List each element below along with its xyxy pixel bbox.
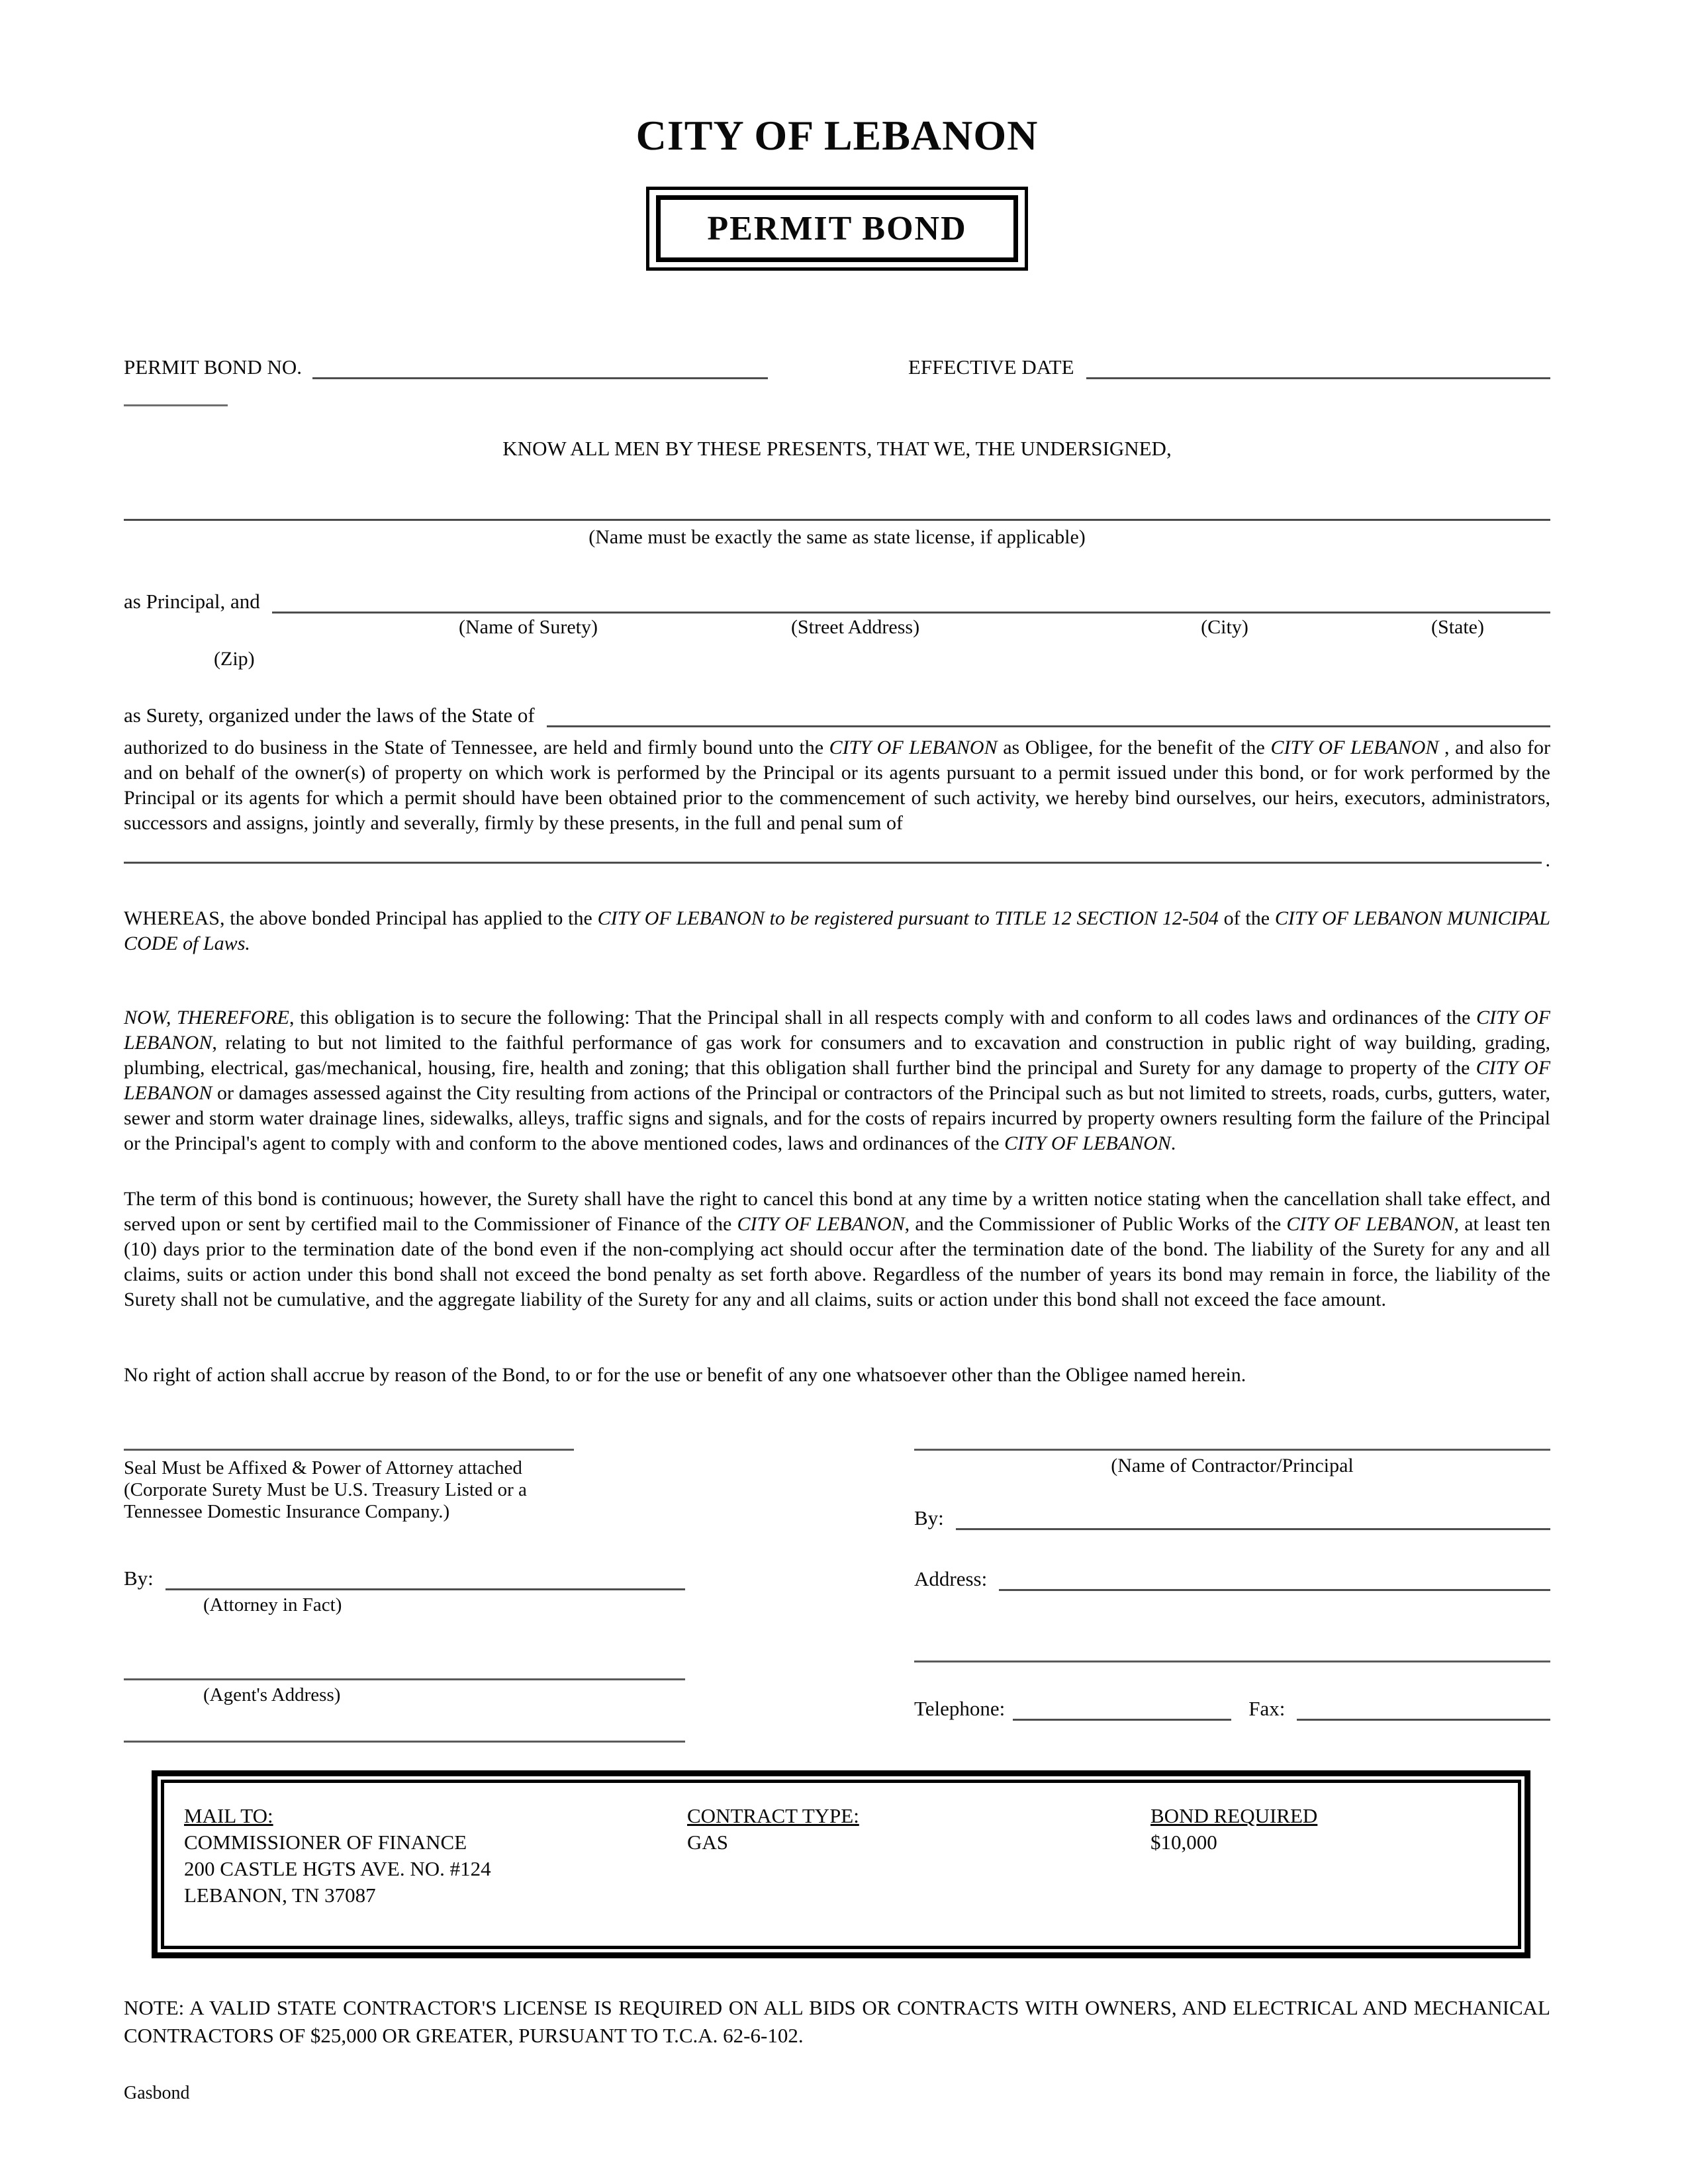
fax-input[interactable] — [1297, 1715, 1550, 1721]
fax-label: Fax: — [1248, 1697, 1286, 1720]
form-id-label: Gasbond — [124, 2083, 190, 2103]
permit-bond-no-label: PERMIT BOND NO. — [124, 355, 302, 379]
effective-date-input[interactable] — [1086, 373, 1550, 379]
principal-row — [124, 590, 1550, 614]
bond-required-value: $10,000 — [1150, 1831, 1217, 1854]
mail-to-line1: COMMISSIONER OF FINANCE — [184, 1831, 467, 1854]
telephone-input[interactable] — [1013, 1715, 1231, 1721]
zip-label: (Zip) — [214, 648, 255, 670]
address-row — [914, 1567, 1550, 1591]
mail-info-box — [152, 1770, 1530, 1958]
signature-section — [124, 1449, 1550, 1743]
surety-signature-column — [124, 1449, 685, 1743]
address-line2[interactable] — [914, 1661, 1550, 1662]
no-right-paragraph: No right of action shall accrue by reason of the Bond, to or for the use or benefit of any one whatsoever other than the Obligee named herein. — [124, 1364, 1246, 1386]
contractor-signature-input[interactable] — [956, 1524, 1550, 1530]
oath-line: KNOW ALL MEN BY THESE PRESENTS, THAT WE, THE UNDERSIGNED, — [502, 437, 1172, 460]
penal-sum-row — [124, 849, 1550, 871]
mail-info-box-inner — [161, 1780, 1521, 1949]
surety-seal-line[interactable] — [124, 1449, 574, 1451]
principal-name-input[interactable] — [124, 519, 1550, 521]
bond-required-column — [1150, 1803, 1498, 1909]
surety-org-label: as Surety, organized under the laws of the State of — [124, 704, 535, 727]
telephone-label: Telephone: — [914, 1697, 1006, 1720]
agents-address-label: (Agent's Address) — [203, 1684, 341, 1706]
authorized-paragraph: authorized to do business in the State of Tennessee, are held and firmly bound unto the CITY OF LEBANON as Obligee, for the benefit of the CITY OF LEBANON , and also for and on behalf of the owner(s) of property on which work is performed by the Principal or its agents pursuant to a permit issued under this bond, or for work performed by the Principal or its agents for which a permit should have been obtained prior to the commencement of such activity, we hereby bind ourselves, our heirs, executors, administrators, successors and assigns, jointly and severally, firmly by these presents, in the full and penal sum of — [124, 737, 1550, 834]
contract-type-header: CONTRACT TYPE: — [687, 1804, 859, 1827]
address-input[interactable] — [999, 1585, 1550, 1591]
contractor-by-row — [914, 1506, 1550, 1530]
attorney-by-row — [124, 1567, 685, 1590]
license-note: NOTE: A VALID STATE CONTRACTOR'S LICENSE IS REQUIRED ON ALL BIDS OR CONTRACTS WITH OWNERS, AND ELECTRICAL AND MECHANICAL CONTRACTORS OF $25,000 OR GREATER, PURSUANT TO T.C.A. 62-6-102. — [124, 1996, 1550, 2047]
surety-field-labels — [124, 616, 1550, 644]
contractor-by-label: By: — [914, 1506, 944, 1529]
penal-sum-period: . — [1545, 849, 1550, 871]
permit-bond-box — [646, 187, 1027, 271]
contract-type-column — [687, 1803, 1150, 1909]
surety-state-input[interactable] — [547, 721, 1550, 727]
mail-to-line2: 200 CASTLE HGTS AVE. NO. #124 — [184, 1857, 491, 1880]
attorney-by-label: By: — [124, 1567, 154, 1590]
permit-bond-heading: PERMIT BOND — [656, 195, 1017, 262]
telephone-fax-row — [914, 1697, 1550, 1721]
agent-address-line2[interactable] — [124, 1741, 685, 1743]
attorney-signature-input[interactable] — [165, 1584, 685, 1590]
surety-org-row — [124, 704, 1550, 727]
bond-required-header: BOND REQUIRED — [1150, 1804, 1318, 1827]
address-label: Address: — [914, 1567, 988, 1590]
surety-name-label: (Name of Surety) — [459, 616, 598, 638]
penal-sum-input[interactable] — [124, 858, 1542, 864]
principal-label: as Principal, and — [124, 590, 260, 613]
bond-number-row — [124, 355, 1550, 379]
effective-date-label: EFFECTIVE DATE — [908, 355, 1074, 379]
mail-to-line3: LEBANON, TN 37087 — [184, 1884, 376, 1907]
seal-note-line3: Tennessee Domestic Insurance Company.) — [124, 1501, 450, 1522]
state-label: (State) — [1431, 616, 1484, 638]
street-address-label: (Street Address) — [790, 616, 920, 638]
whereas-paragraph: WHEREAS, the above bonded Principal has applied to the CITY OF LEBANON to be registered pursuant to TITLE 12 SECTION 12-504 of the CITY OF LEBANON MUNICIPAL CODE of Laws. — [124, 907, 1550, 954]
page-title: CITY OF LEBANON — [635, 112, 1039, 159]
name-note: (Name must be exactly the same as state license, if applicable) — [588, 526, 1086, 548]
mail-to-column — [184, 1803, 687, 1909]
surety-name-input[interactable] — [272, 608, 1550, 614]
city-label: (City) — [1201, 616, 1248, 638]
permit-bond-no-input[interactable] — [312, 373, 768, 379]
agent-address-line[interactable] — [124, 1678, 685, 1680]
seal-note-line2: (Corporate Surety Must be U.S. Treasury Listed or a — [124, 1479, 527, 1500]
contractor-name-line[interactable] — [914, 1449, 1550, 1451]
mail-to-header: MAIL TO: — [184, 1804, 273, 1827]
seal-note-line1: Seal Must be Affixed & Power of Attorney attached — [124, 1457, 522, 1479]
attorney-in-fact-label: (Attorney in Fact) — [203, 1594, 342, 1615]
contractor-name-label: (Name of Contractor/Principal — [1111, 1455, 1354, 1477]
term-paragraph: The term of this bond is continuous; however, the Surety shall have the right to cancel this bond at any time by a written notice stating when the cancellation shall take effect, and served upon or sent by certified mail to the Commissioner of Finance of the CITY OF LEBANON, and the Commissioner of Public Works of the CITY OF LEBANON, at least ten (10) days prior to the termination date of the bond even if the non-complying act should occur after the termination date of the bond. The liability of the Surety for any and all claims, suits or action under this bond shall not exceed the bond penalty as set forth above. Regardless of the number of years its bond may remain in force, the liability of the Surety shall not be cumulative, and the aggregate liability of the Surety for any and all claims, suits or action under this bond shall not exceed the face amount. — [124, 1188, 1550, 1310]
contract-type-value: GAS — [687, 1831, 729, 1854]
now-therefore-paragraph: NOW, THEREFORE, this obligation is to secure the following: That the Principal shall in all respects comply with and conform to all codes laws and ordinances of the CITY OF LEBANON, relating to but not limited to the faithful performance of gas work for consumers and to excavation and construction in public right of way building, grading, plumbing, electrical, gas/mechanical, housing, fire, health and zoning; that this obligation shall further bind the principal and Surety for any damage to property of the CITY OF LEBANON or damages assessed against the City resulting from actions of the Principal or contractors of the Principal such as but not limited to streets, roads, curbs, gutters, water, sewer and storm water drainage lines, sidewalks, alleys, traffic signs and signals, and for the costs of repairs incurred by property owners resulting form the failure of the Principal or the Principal's agent to comply with and conform to the above mentioned codes, laws and ordinances of the CITY OF LEBANON. — [124, 1007, 1551, 1154]
blank-short-line[interactable] — [124, 404, 228, 406]
contractor-signature-column — [914, 1449, 1550, 1721]
